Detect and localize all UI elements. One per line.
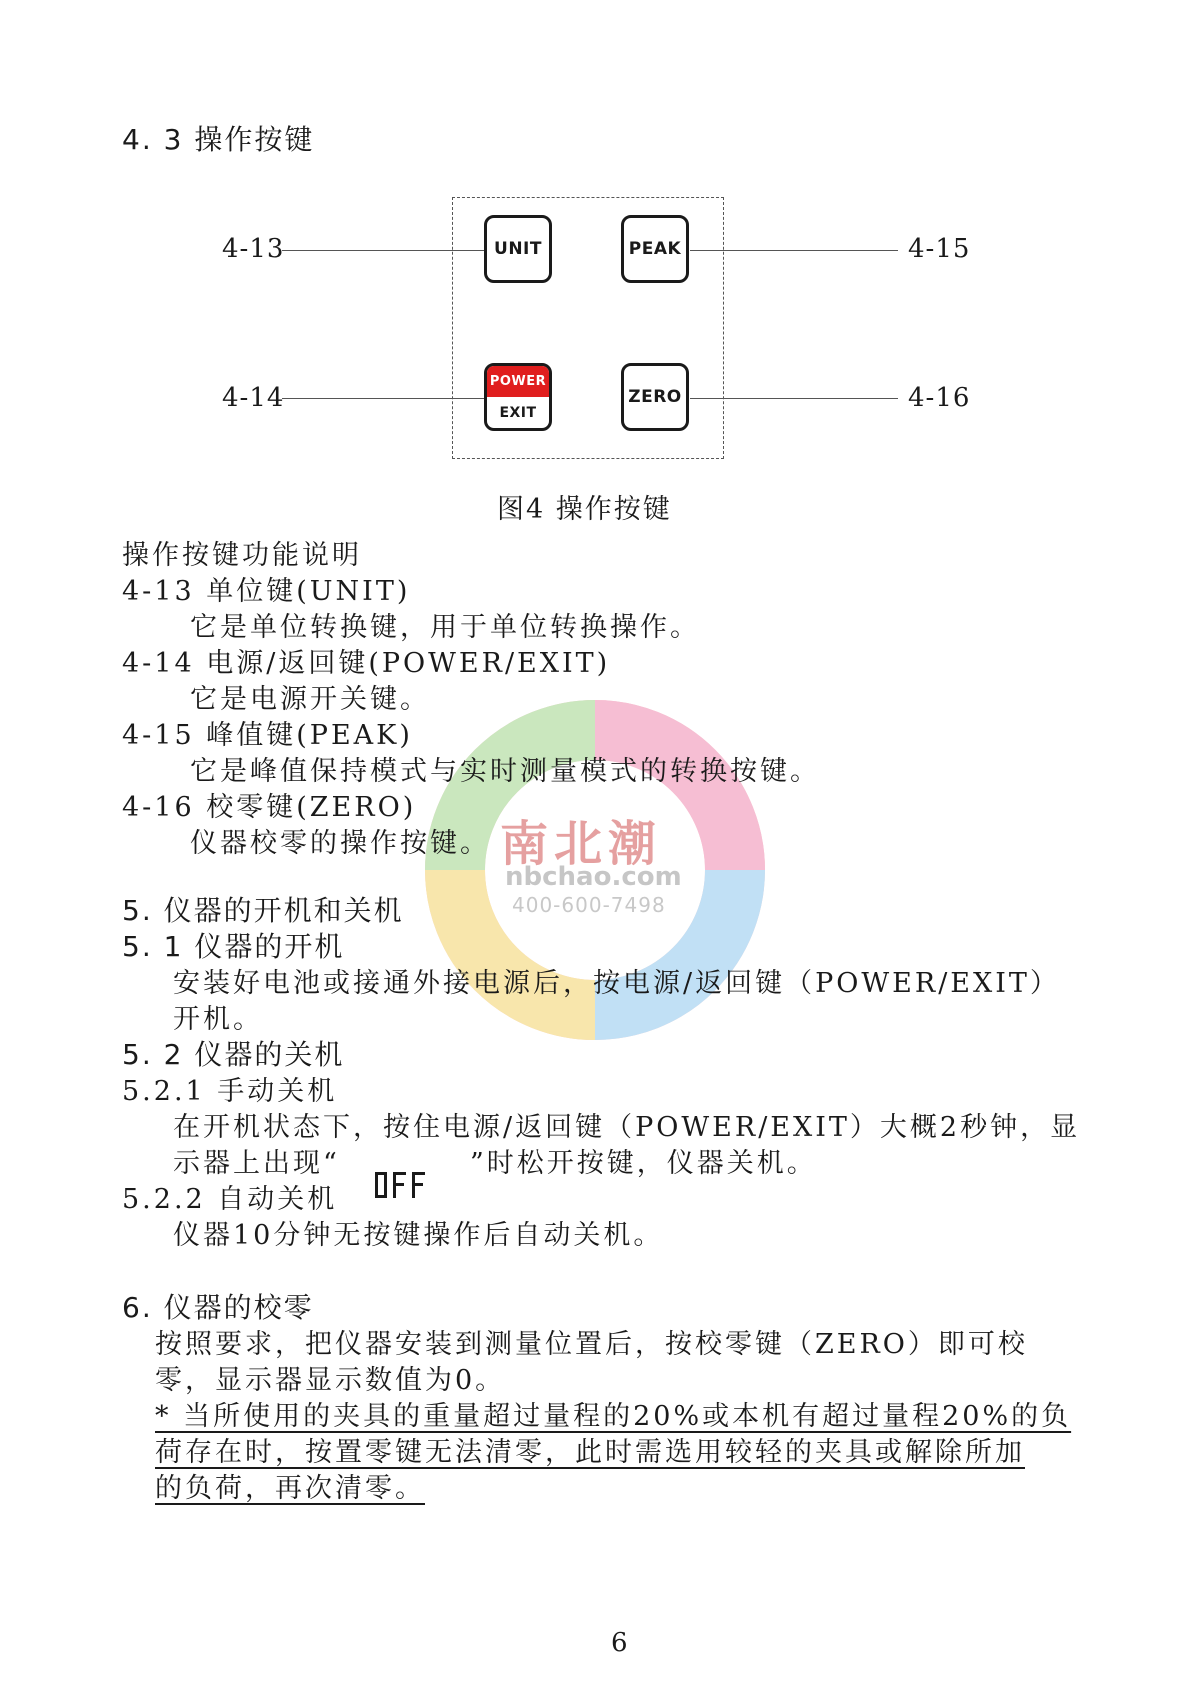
off-display-icon — [373, 1170, 429, 1200]
callout-4-13: 4-13 — [222, 234, 285, 264]
peak-key: PEAK — [621, 215, 689, 283]
section-5-1-text-line1: 安装好电池或接通外接电源后，按电源/返回键（POWER/EXIT） — [173, 968, 1060, 999]
section-heading-5: 5. 仪器的开机和关机 — [122, 894, 404, 927]
key-item-text: 它是单位转换键，用于单位转换操作。 — [190, 612, 700, 643]
section-heading-6: 6. 仪器的校零 — [122, 1291, 314, 1324]
section-heading-4-3: 4. 3 操作按键 — [122, 123, 315, 156]
key-item-text: 它是峰值保持模式与实时测量模式的转换按键。 — [190, 756, 820, 787]
callout-4-14: 4-14 — [222, 383, 285, 413]
callout-4-16: 4-16 — [908, 383, 971, 413]
key-item-label: 4-15 峰值键(PEAK) — [122, 720, 413, 751]
power-exit-key — [484, 363, 552, 431]
exit-key-label: EXIT — [499, 404, 537, 421]
key-item-label: 4-13 单位键(UNIT) — [122, 576, 411, 607]
key-item-label: 4-16 校零键(ZERO) — [122, 792, 417, 823]
leader-line-4-13 — [282, 250, 487, 251]
key-item-text: 它是电源开关键。 — [190, 684, 430, 715]
watermark-chinese: 南北潮 — [500, 816, 663, 872]
leader-line-4-16 — [690, 398, 898, 399]
power-key-label: POWER — [487, 366, 549, 397]
section-6-note-line1: * 当所使用的夹具的重量超过量程的20%或本机有超过量程20%的负 — [155, 1401, 1072, 1432]
operation-keys-figure — [0, 0, 1200, 560]
zero-key: ZERO — [621, 363, 689, 431]
key-item-label: 4-14 电源/返回键(POWER/EXIT) — [122, 648, 611, 679]
watermark-url: nbchao.com — [505, 862, 682, 892]
section-6-text-line2: 零，显示器显示数值为0。 — [155, 1365, 506, 1396]
section-5-2-1-text-line2b: ”时松开按键，仪器关机。 — [470, 1148, 817, 1179]
callout-4-15: 4-15 — [908, 234, 971, 264]
section-heading-5-2-1: 5.2.1 手动关机 — [122, 1076, 338, 1107]
section-5-1-text-line2: 开机。 — [173, 1004, 263, 1035]
watermark-phone: 400-600-7498 — [512, 893, 666, 917]
section-heading-5-2-2: 5.2.2 自动关机 — [122, 1184, 338, 1215]
section-heading-5-1: 5. 1 仪器的开机 — [122, 930, 345, 963]
section-5-2-1-text-line1: 在开机状态下，按住电源/返回键（POWER/EXIT）大概2秒钟，显 — [173, 1112, 1081, 1143]
key-description-title: 操作按键功能说明 — [122, 540, 362, 571]
section-6-note-line2: 荷存在时，按置零键无法清零，此时需选用较轻的夹具或解除所加 — [155, 1437, 1025, 1468]
section-5-2-2-text: 仪器10分钟无按键操作后自动关机。 — [173, 1220, 664, 1251]
section-6-note-line3: 的负荷，再次清零。 — [155, 1473, 425, 1504]
off-display-text: OFF — [373, 1170, 376, 1171]
section-6-text-line1: 按照要求，把仪器安装到测量位置后，按校零键（ZERO）即可校 — [155, 1329, 1028, 1360]
section-5-2-1-text-line2a: 示器上出现“ — [173, 1148, 340, 1179]
figure-caption: 图4 操作按键 — [497, 494, 672, 525]
leader-line-4-15 — [690, 250, 898, 251]
unit-key: UNIT — [484, 215, 552, 283]
key-item-text: 仪器校零的操作按键。 — [190, 828, 490, 859]
leader-line-4-14 — [282, 398, 487, 399]
page-number: 6 — [611, 1628, 628, 1658]
section-heading-5-2: 5. 2 仪器的关机 — [122, 1038, 345, 1071]
